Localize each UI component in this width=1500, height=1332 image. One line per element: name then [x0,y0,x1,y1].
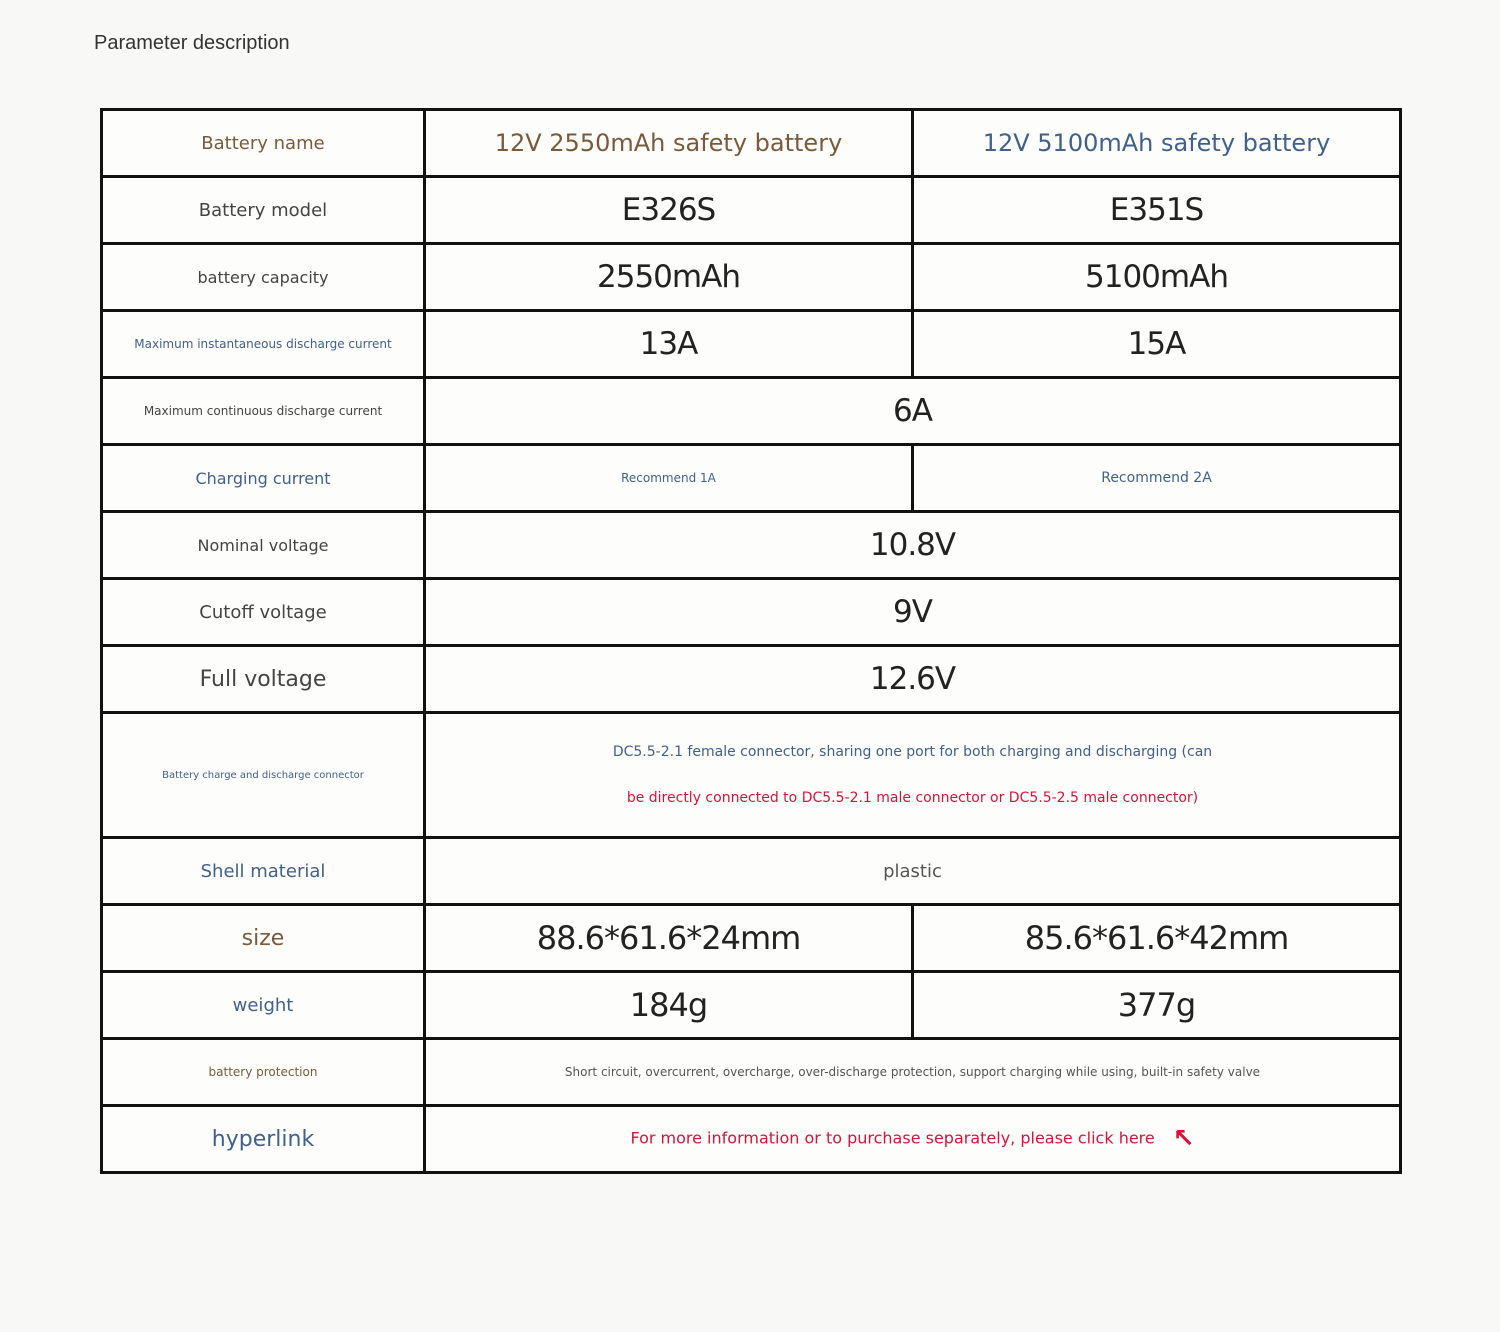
arrow-up-left-icon: ↖ [1172,1124,1195,1154]
row-label-battery-model: Battery model [102,177,425,244]
row-label-max-continuous-discharge: Maximum continuous discharge current [102,378,425,445]
parameter-table [100,108,1402,1174]
max-instant-discharge-b: 15A [913,311,1401,378]
row-label-connector: Battery charge and discharge connector [102,713,425,838]
connector-value [425,713,1401,838]
weight-b: 377g [913,972,1401,1039]
max-instant-discharge-a: 13A [425,311,913,378]
row-label-protection: battery protection [102,1039,425,1106]
battery-capacity-b: 5100mAh [913,244,1401,311]
table-row-size [102,905,1401,972]
full-voltage-value: 12.6V [425,646,1401,713]
table-row-battery-model [102,177,1401,244]
row-label-weight: weight [102,972,425,1039]
page-title: Parameter description [94,32,290,54]
table-row-shell-material [102,838,1401,905]
table-row-charging-current [102,445,1401,512]
row-label-max-instant-discharge: Maximum instantaneous discharge current [102,311,425,378]
table-row-nominal-voltage [102,512,1401,579]
shell-material-value: plastic [425,838,1401,905]
hyperlink-cell [425,1106,1401,1173]
protection-value: Short circuit, overcurrent, overcharge, over-discharge protection, support charging while using, built-in safety valve [425,1039,1401,1106]
table-row-battery-capacity [102,244,1401,311]
battery-model-b: E351S [913,177,1401,244]
row-label-cutoff-voltage: Cutoff voltage [102,579,425,646]
size-a: 88.6*61.6*24mm [425,905,913,972]
row-label-full-voltage: Full voltage [102,646,425,713]
connector-description-line1: DC5.5-2.1 female connector, sharing one port for both charging and discharging (can [612,744,1213,760]
row-label-nominal-voltage: Nominal voltage [102,512,425,579]
battery-name-a: 12V 2550mAh safety battery [425,110,913,177]
row-label-battery-capacity: battery capacity [102,244,425,311]
table-row-connector [102,713,1401,838]
row-label-size: size [102,905,425,972]
table-row-full-voltage [102,646,1401,713]
weight-a: 184g [425,972,913,1039]
table-row-hyperlink [102,1106,1401,1173]
table-row-weight [102,972,1401,1039]
battery-name-b: 12V 5100mAh safety battery [913,110,1401,177]
nominal-voltage-value: 10.8V [425,512,1401,579]
row-label-battery-name: Battery name [102,110,425,177]
size-b: 85.6*61.6*42mm [913,905,1401,972]
row-label-hyperlink: hyperlink [102,1106,425,1173]
charging-current-b: Recommend 2A [913,445,1401,512]
battery-capacity-a: 2550mAh [425,244,913,311]
cutoff-voltage-value: 9V [425,579,1401,646]
charging-current-a: Recommend 1A [425,445,913,512]
table-row-max-instant-discharge [102,311,1401,378]
max-continuous-discharge-value: 6A [425,378,1401,445]
row-label-shell-material: Shell material [102,838,425,905]
table-row-protection [102,1039,1401,1106]
row-label-charging-current: Charging current [102,445,425,512]
connector-description-line2: be directly connected to DC5.5-2.1 male connector or DC5.5-2.5 male connector) [626,790,1199,806]
table-row-max-continuous-discharge [102,378,1401,445]
table-row-battery-name [102,110,1401,177]
table-row-cutoff-voltage [102,579,1401,646]
battery-model-a: E326S [425,177,913,244]
purchase-link[interactable]: For more information or to purchase separately, please click here [630,1128,1155,1148]
